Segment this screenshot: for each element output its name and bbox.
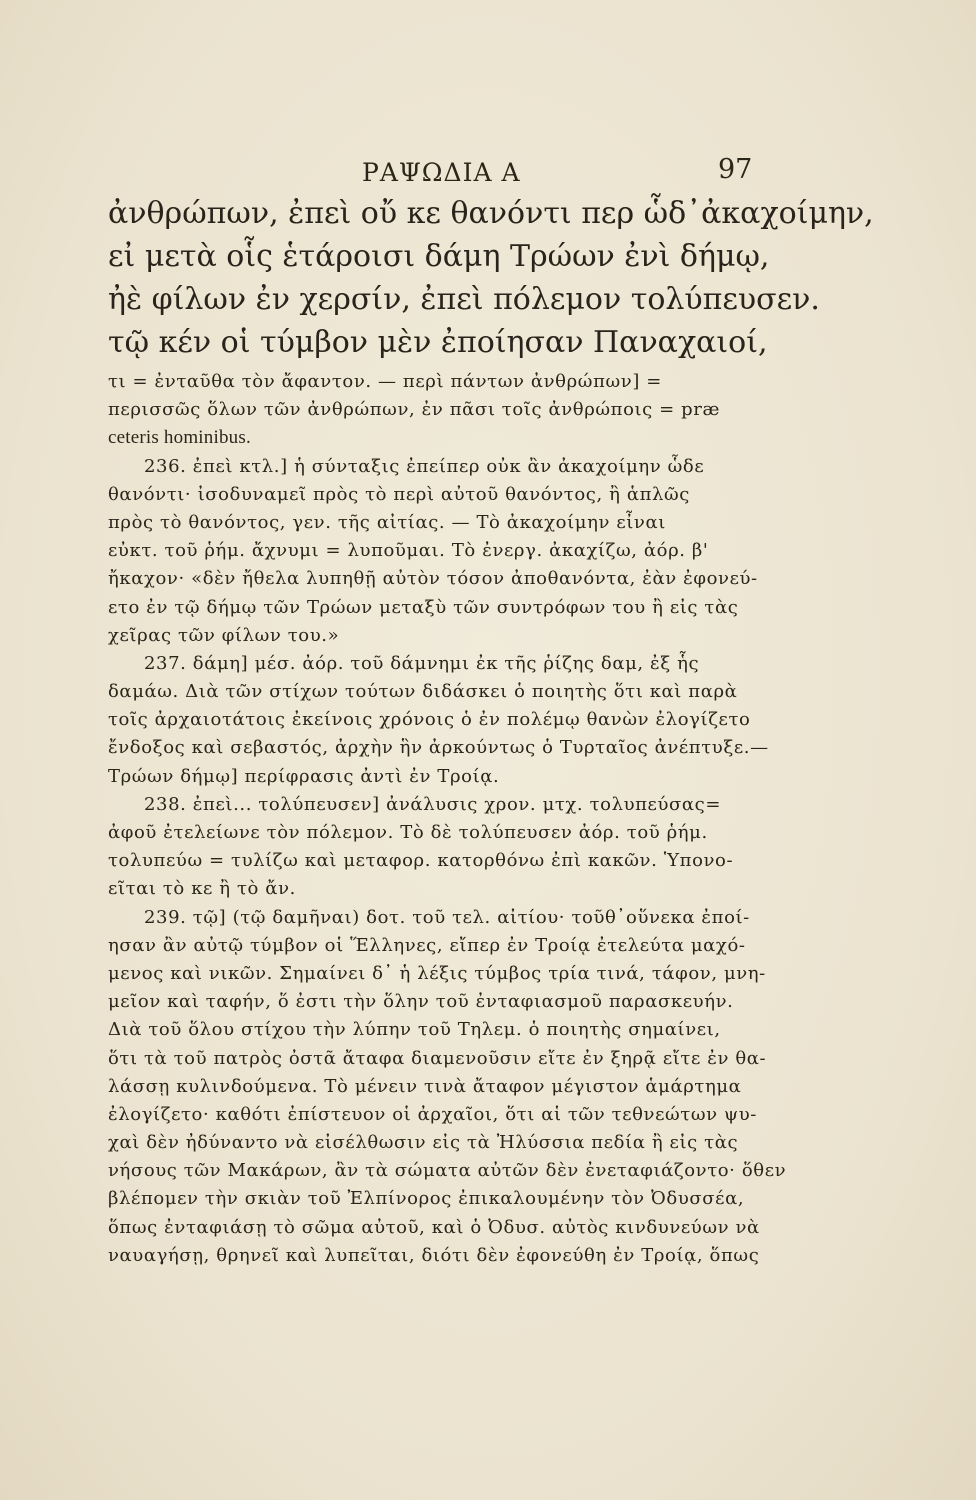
commentary-line: λάσσῃ κυλινδούμενα. Τὸ μένειν τινὰ ἄταφον μέγιστον ἁμάρτημα bbox=[108, 1075, 742, 1097]
verse-block bbox=[108, 192, 874, 364]
commentary-line: ησαν ἂν αὐτῷ τύμβον οἱ Ἕλληνες, εἴπερ ἐν Τροίᾳ ἐτελεύτα μαχό- bbox=[108, 934, 746, 956]
commentary-line: ceteris hominibus. bbox=[108, 427, 251, 449]
commentary-line: θανόντι· ἰσοδυναμεῖ πρὸς τὸ περὶ αὐτοῦ θανόντος, ἢ ἁπλῶς bbox=[108, 483, 690, 505]
commentary-line: ἐλογίζετο· καθότι ἐπίστευον οἱ ἀρχαῖοι, ὅτι αἱ τῶν τεθνεώτων ψυ- bbox=[108, 1103, 757, 1125]
commentary-line: εῖται τὸ κε ἢ τὸ ἄν. bbox=[108, 878, 296, 900]
commentary-line: ἔνδοξος καὶ σεβαστός, ἀρχὴν ἣν ἀρκούντως ὁ Τυρταῖος ἀνέπτυξε.— bbox=[108, 737, 769, 759]
running-title: ΡΑΨΩΔΙΑ Α bbox=[362, 158, 521, 187]
commentary-line: πρὸς τὸ θανόντος, γεν. τῆς αἰτίας. — Τὸ ἀκαχοίμην εἶναι bbox=[108, 511, 666, 533]
commentary-line: δαμάω. Διὰ τῶν στίχων τούτων διδάσκει ὁ ποιητὴς ὅτι καὶ παρὰ bbox=[108, 681, 738, 703]
commentary-line: τολυπεύω = τυλίζω καὶ μεταφορ. κατορθόνω ἐπὶ κακῶν. Ὑπονο- bbox=[108, 850, 734, 872]
commentary-line: ἀφοῦ ἐτελείωνε τὸν πόλεμον. Τὸ δὲ τολύπευσεν ἀόρ. τοῦ ῥήμ. bbox=[108, 822, 708, 843]
note-238-start: 238. ἐπεὶ... τολύπευσεν] ἀνάλυσις χρον. μτχ. τολυπεύσας= bbox=[144, 793, 722, 815]
verse-line: τῷ κέν οἱ τύμβον μὲν ἐποίησαν Παναχαιοί, bbox=[108, 325, 768, 360]
page-header bbox=[0, 152, 976, 192]
commentary-line: ἤκαχον· «δὲν ἤθελα λυπηθῇ αὐτὸν τόσον ἀποθανόντα, ἐὰν ἐφονεύ- bbox=[108, 568, 758, 590]
note-239-start: 239. τῷ] (τῷ δαμῆναι) δοτ. τοῦ τελ. αἰτίου· τοῦθ᾽οὕνεκα ἐποί- bbox=[144, 906, 750, 928]
commentary-line: περισσῶς ὅλων τῶν ἀνθρώπων, ἐν πᾶσι τοῖς ἀνθρώποις = præ bbox=[108, 399, 721, 421]
commentary-line: τι = ἐνταῦθα τὸν ἄφαντον. — περὶ πάντων ἀνθρώπων] = bbox=[108, 371, 662, 392]
commentary-line: μενος καὶ νικῶν. Σημαίνει δ᾽ ἡ λέξις τύμβος τρία τινά, τάφον, μνη- bbox=[108, 962, 766, 984]
verse-line: εἰ μετὰ οἷς ἑτάροισι δάμη Τρώων ἐνὶ δήμῳ, bbox=[108, 239, 770, 274]
commentary-line: χεῖρας τῶν φίλων του.» bbox=[108, 624, 340, 646]
commentary-line: νήσους τῶν Μακάρων, ἂν τὰ σώματα αὐτῶν δὲν ἐνεταφιάζοντο· ὅθεν bbox=[108, 1160, 787, 1182]
verse-line: ἠὲ φίλων ἐν χερσίν, ἐπεὶ πόλεμον τολύπευσεν. bbox=[108, 282, 820, 317]
note-237-start: 237. δάμη] μέσ. ἀόρ. τοῦ δάμνημι ἐκ τῆς ῥίζης δαμ, ἐξ ἧς bbox=[144, 652, 700, 674]
commentary-line: ὅπως ἐνταφιάσῃ τὸ σῶμα αὐτοῦ, καὶ ὁ Ὀδυσ. αὐτὸς κινδυνεύων νὰ bbox=[108, 1216, 760, 1238]
commentary-line: τοῖς ἀρχαιοτάτοις ἐκείνοις χρόνοις ὁ ἐν πολέμῳ θανὼν ἐλογίζετο bbox=[108, 709, 751, 731]
commentary-line: Τρώων δήμῳ] περίφρασις ἀντὶ ἐν Τροίᾳ. bbox=[108, 765, 500, 787]
commentary-line: Διὰ τοῦ ὅλου στίχου τὴν λύπην τοῦ Τηλεμ. ὁ ποιητὴς σημαίνει, bbox=[108, 1019, 721, 1041]
commentary-line: ναυαγήσῃ, θρηνεῖ καὶ λυπεῖται, διότι δὲν ἐφονεύθη ἐν Τροίᾳ, ὅπως bbox=[108, 1244, 760, 1266]
commentary-line: εὐκτ. τοῦ ῥήμ. ἄχνυμι = λυποῦμαι. Τὸ ἐνεργ. ἀκαχίζω, ἀόρ. β' bbox=[108, 540, 709, 562]
page-number: 97 bbox=[718, 154, 753, 185]
commentary-line: βλέπομεν τὴν σκιὰν τοῦ Ἐλπίνορος ἐπικαλουμένην τὸν Ὀδυσσέα, bbox=[108, 1188, 745, 1210]
commentary-line: ὅτι τὰ τοῦ πατρὸς ὀστᾶ ἄταφα διαμενοῦσιν εἴτε ἐν ξηρᾷ εἴτε ἐν θα- bbox=[108, 1047, 767, 1069]
verse-line: ἀνθρώπων, ἐπεὶ οὔ κε θανόντι περ ὧδ᾽ἀκαχοίμην, bbox=[108, 196, 874, 231]
commentary-line: ετο ἐν τῷ δήμῳ τῶν Τρώων μεταξὺ τῶν συντρόφων του ἢ εἰς τὰς bbox=[108, 596, 739, 618]
note-236-start: 236. ἐπεὶ κτλ.] ἡ σύνταξις ἐπείπερ οὐκ ἂν ἀκαχοίμην ὧδε bbox=[144, 455, 705, 477]
commentary-line: χαὶ δὲν ἠδύναντο νὰ εἰσέλθωσιν εἰς τὰ Ἠλύσσια πεδία ἢ εἰς τὰς bbox=[108, 1132, 739, 1154]
commentary-line: μεῖον καὶ ταφήν, ὅ ἐστι τὴν ὅλην τοῦ ἐνταφιασμοῦ παρασκευήν. bbox=[108, 991, 734, 1013]
commentary-block bbox=[108, 368, 787, 1270]
